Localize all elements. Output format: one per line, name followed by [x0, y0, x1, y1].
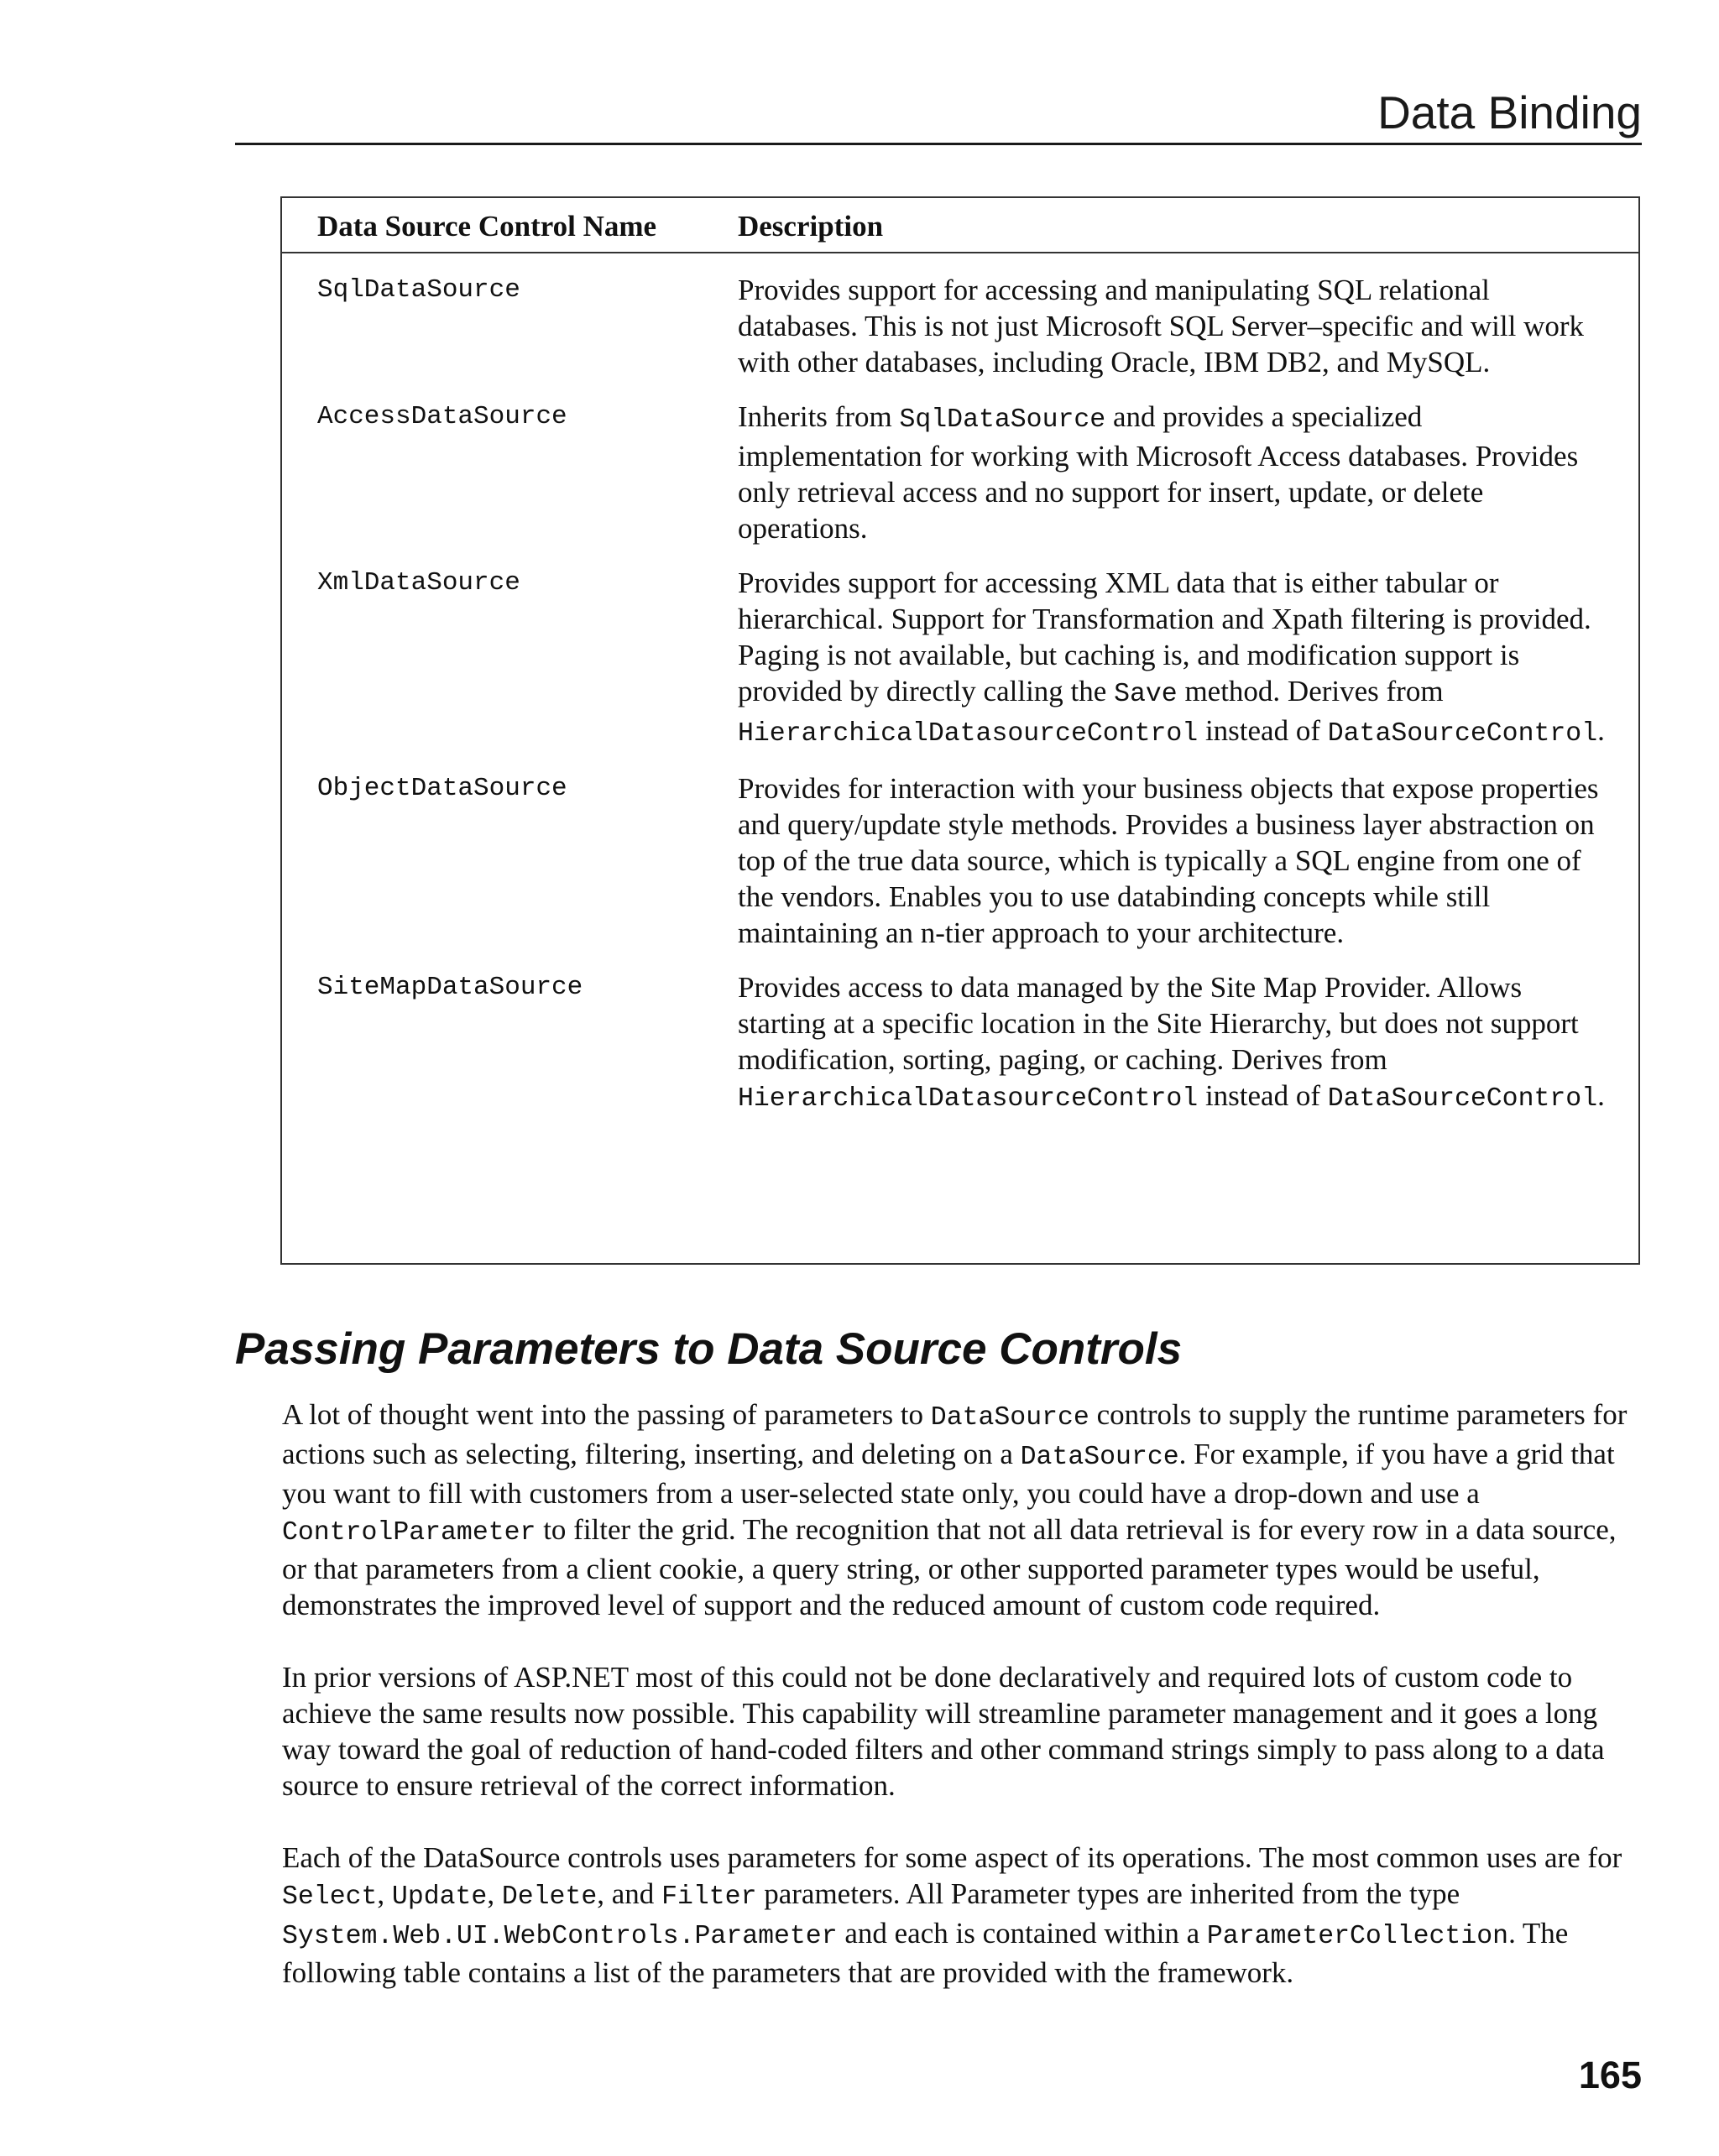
table-row	[282, 969, 1638, 1117]
paragraph: In prior versions of ASP.NET most of this could not be done declaratively and required lots of custom code to achieve the same results now possible. This capability will streamline parameter management and it goes a long way toward the goal of reduction of hand-coded filters and other command strings simply to pass along to a data source to ensure retrieval of the correct information.	[282, 1661, 1605, 1802]
inline-code: HierarchicalDatasourceControl	[738, 719, 1199, 749]
control-name: ObjectDataSource	[317, 774, 567, 803]
running-title: Data Binding	[1377, 86, 1642, 138]
control-description: Provides support for accessing and manipulating SQL relational databases. This is not just Microsoft SQL Server–specific and will work with other databases, including Oracle, IBM DB2, and MySQL.	[738, 274, 1585, 378]
control-description: Inherits from SqlDataSource and provides a specialized implementation for working with Microsoft Access databases. Provides only retrieval access and no support for insert, update, or delete operations.	[738, 400, 1579, 545]
inline-code: System.Web.UI.WebControls.Parameter	[282, 1922, 838, 1951]
column-header-name: Data Source Control Name	[317, 210, 657, 243]
inline-code: ParameterCollection	[1206, 1922, 1509, 1951]
page-number: 165	[1578, 2054, 1642, 2096]
body-text	[282, 1396, 1646, 2027]
control-description: Provides access to data managed by the Site Map Provider. Allows starting at a specific location in the Site Hierarchy, but does not support modification, sorting, paging, or caching. Derives from HierarchicalDatasourceControl instead of DataSourceControl.	[738, 971, 1605, 1114]
inline-code: Update	[391, 1882, 488, 1912]
control-name: AccessDataSource	[317, 402, 567, 431]
paragraph: A lot of thought went into the passing of parameters to DataSource controls to supply the runtime parameters for actions such as selecting, filtering, inserting, and deleting on a DataSource. For example, if you have a grid that you want to fill with customers from a user-selected state only, you could have a drop-down and use a ControlParameter to filter the grid. The recognition that not all data retrieval is for every row in a data source, or that parameters from a client cookie, a query string, or other supported parameter types would be useful, demonstrates the improved level of support and the reduced amount of custom code required.	[282, 1398, 1628, 1621]
inline-code: ControlParameter	[282, 1518, 536, 1548]
table-row	[282, 272, 1638, 380]
table-row	[282, 565, 1638, 752]
inline-code: Delete	[501, 1882, 598, 1912]
inline-code: Filter	[661, 1882, 757, 1912]
control-name: SqlDataSource	[317, 275, 520, 305]
table-row	[282, 399, 1638, 546]
inline-code: SqlDataSource	[899, 405, 1106, 435]
table-header	[282, 198, 1638, 253]
inline-code: HierarchicalDatasourceControl	[738, 1084, 1199, 1114]
control-description: Provides support for accessing XML data that is either tabular or hierarchical. Support for Transformation and Xpath filtering is provided. Paging is not available, but caching is, and modification support is provided by directly calling the Save method. Derives from HierarchicalDatasourceControl instead of DataSourceControl.	[738, 566, 1605, 749]
control-description: Provides for interaction with your business objects that expose properties and query/update style methods. Provides a business layer abstraction on top of the true data source, which is typically a SQL engine from one of the vendors. Enables you to use databinding concepts while still maintaining an n-tier approach to your architecture.	[738, 772, 1599, 949]
inline-code: Select	[282, 1882, 378, 1912]
control-name: XmlDataSource	[317, 568, 520, 598]
inline-code: Save	[1114, 680, 1178, 709]
running-header	[235, 84, 1642, 145]
inline-code: DataSource	[1020, 1443, 1179, 1472]
paragraph: Each of the DataSource controls uses parameters for some aspect of its operations. The most common uses are for Select, Update, Delete, and Filter parameters. All Parameter types are inherited from the type System.Web.UI.WebControls.Parameter and each is contained within a ParameterCollection. The following table contains a list of the parameters that are provided with the framework.	[282, 1841, 1622, 1989]
section-heading: Passing Parameters to Data Source Controls	[235, 1324, 1183, 1374]
inline-code: DataSourceControl	[1327, 719, 1598, 749]
inline-code: DataSource	[930, 1403, 1089, 1433]
table-row	[282, 770, 1638, 951]
column-header-description: Description	[738, 210, 884, 243]
control-name: SiteMapDataSource	[317, 973, 583, 1002]
data-source-table	[280, 196, 1640, 1265]
inline-code: DataSourceControl	[1327, 1084, 1598, 1114]
